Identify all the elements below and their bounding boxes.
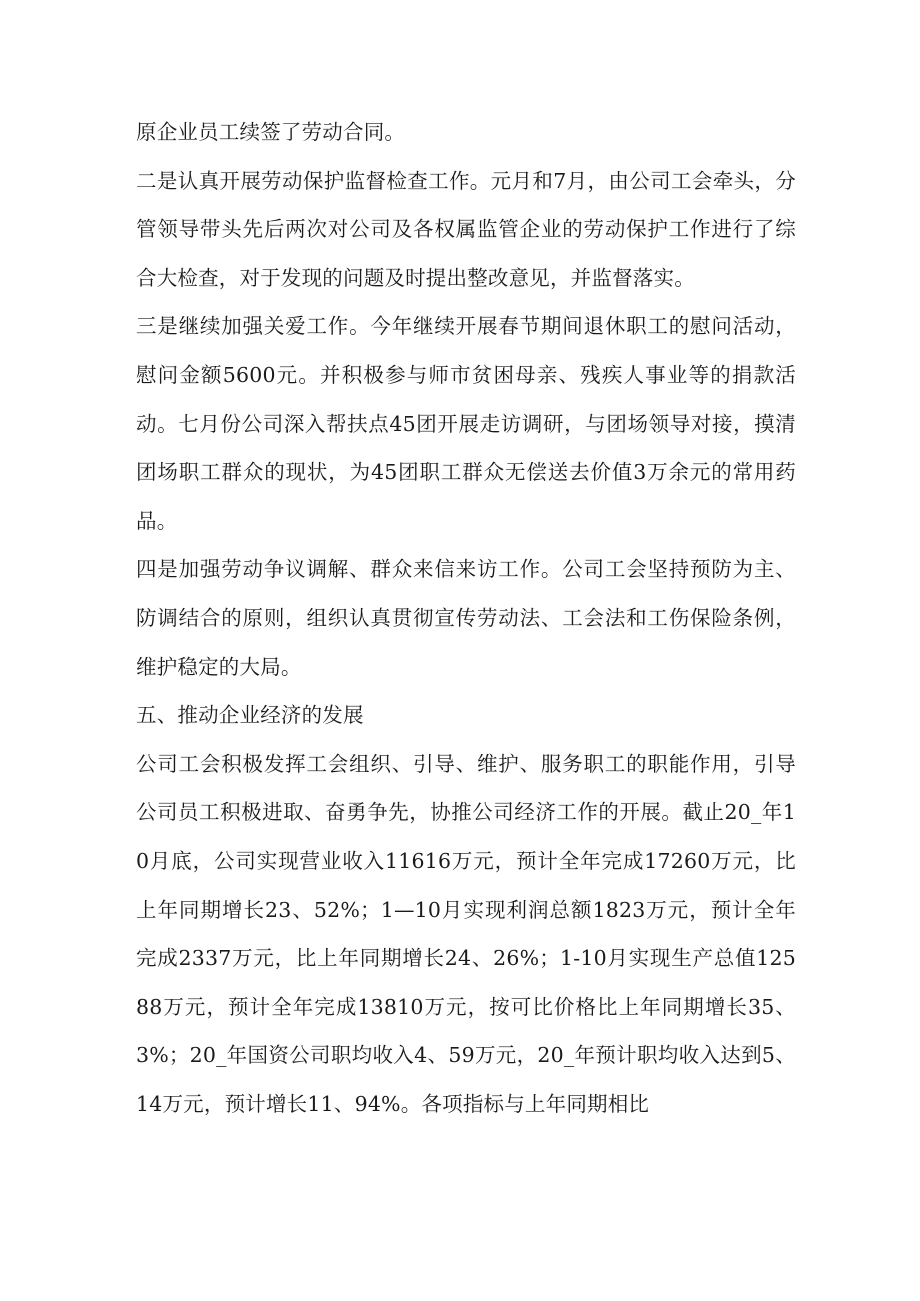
paragraph-care-work: 三是继续加强关爱工作。今年继续开展春节期间退休职工的慰问活动，慰问金额5600元。并积极参与师市贫困母亲、残疾人事业等的捐款活动。七月份公司深入帮扶点45团开展走访调研，与团场领导对接，摸清团场职工群众的现状，为45团职工群众无偿送去价值3万余元的常用药品。 bbox=[136, 314, 796, 533]
paragraph-dispute-mediation: 四是加强劳动争议调解、群众来信来访工作。公司工会坚持预防为主、防调结合的原则，组织认真贯彻宣传劳动法、工会法和工伤保险条例，维护稳定的大局。 bbox=[136, 557, 796, 679]
section-heading-economy: 五、推动企业经济的发展 bbox=[136, 703, 364, 728]
paragraph-contract-renewal: 原企业员工续签了劳动合同。 bbox=[136, 120, 406, 144]
document-body bbox=[136, 108, 796, 1128]
paragraph-labor-protection: 二是认真开展劳动保护监督检查工作。元月和7月，由公司工会牵头，分管领导带头先后两次对公司及各权属监管企业的劳动保护工作进行了综合大检查，对于发现的问题及时提出整改意见，并监督落实。 bbox=[136, 168, 796, 290]
paragraph-economic-results: 公司工会积极发挥工会组织、引导、维护、服务职工的职能作用，引导公司员工积极进取、奋勇争先，协推公司经济工作的开展。截止20_年10月底，公司实现营业收入11616万元，预计全年完成17260万元，比上年同期增长23、52%；1—10月实现利润总额1823万元，预计全年完成2337万元，比上年同期增长24、26%；1-10月实现生产总值12588万元，预计全年完成13810万元，按可比价格比上年同期增长35、3%；20_年国资公司职均收入4、59万元，20_年预计职均收入达到5、14万元，预计增长11、94%。各项指标与上年同期相比 bbox=[136, 751, 796, 1116]
